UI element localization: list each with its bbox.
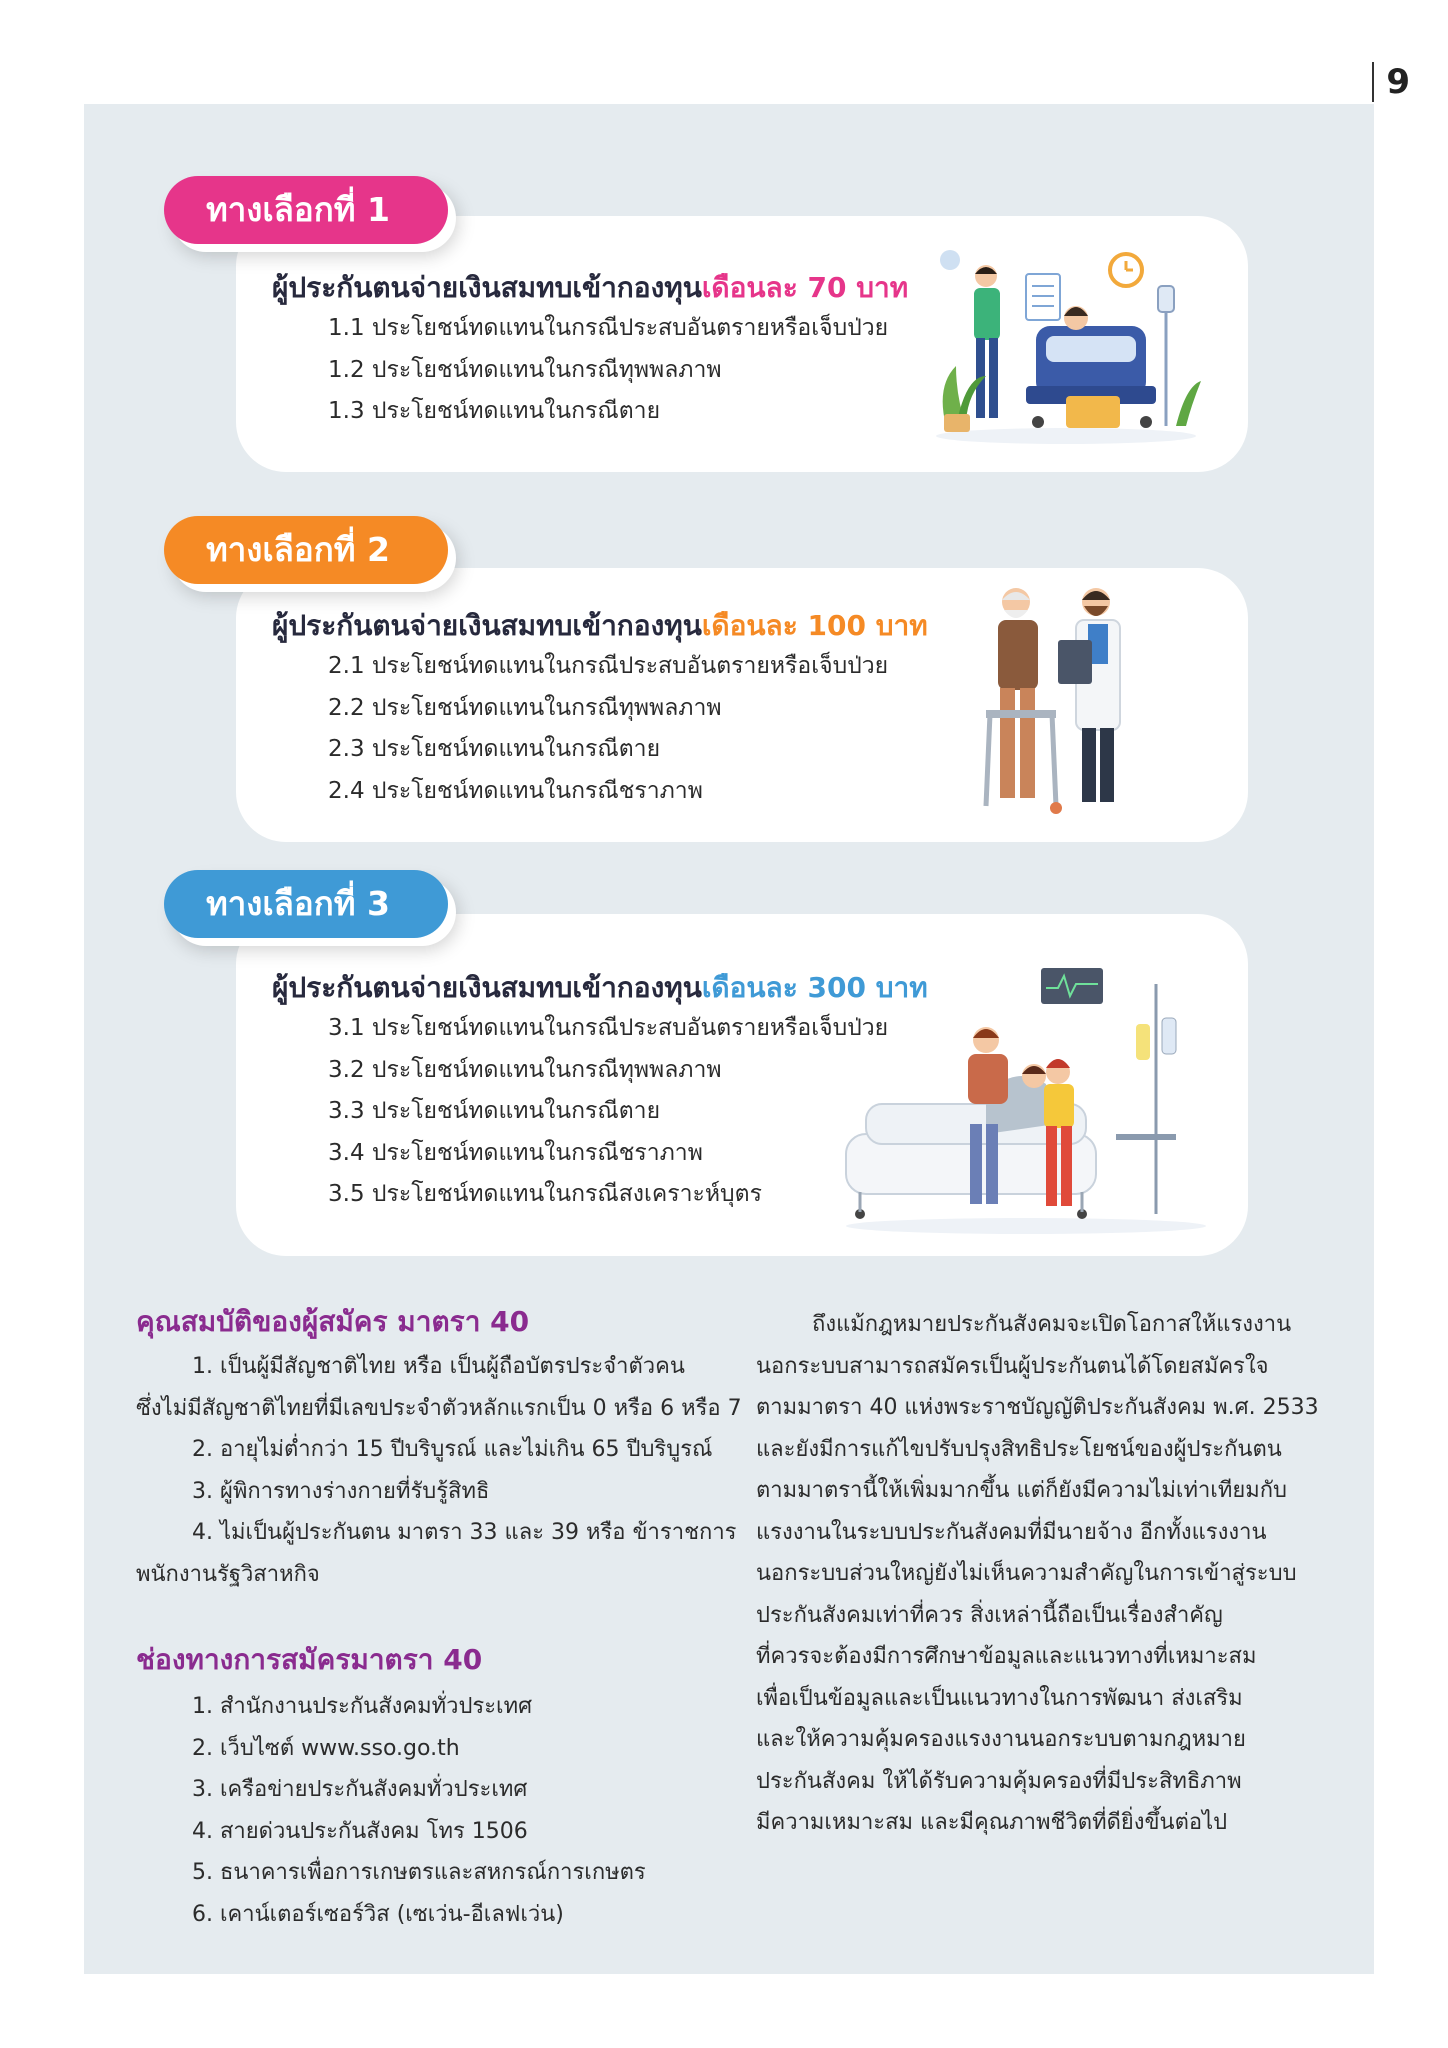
channel-line: 1. สำนักงานประกันสังคมทั่วประเทศ: [192, 1694, 533, 1719]
option-1-benefits: [328, 308, 888, 433]
elderly-and-doctor-illustration: [976, 580, 1156, 816]
qualification-line: 3. ผู้พิการทางร่างกายที่รับรู้สิทธิ: [192, 1478, 490, 1504]
benefit-item: 2.2 ประโยชน์ทดแทนในกรณีทุพพลภาพ: [328, 694, 722, 721]
option-3-title-prefix: ผู้ประกันตนจ่ายเงินสมทบเข้ากองทุน: [272, 971, 702, 1004]
paragraph-line: ตามมาตรานี้ให้เพิ่มมากขึ้น แต่ก็ยังมีความไม่เท่าเทียมกับ: [756, 1478, 1287, 1503]
channel-line: 3. เครือข่ายประกันสังคมทั่วประเทศ: [192, 1777, 528, 1802]
option-3-title: [272, 966, 928, 1010]
page-number: 9: [1372, 62, 1410, 102]
benefit-item: 3.1 ประโยชน์ทดแทนในกรณีประสบอันตรายหรือเจ็บป่วย: [328, 1015, 889, 1041]
qualification-line: 1. เป็นผู้มีสัญชาติไทย หรือ เป็นผู้ถือบัตรประจำตัวคน: [192, 1354, 685, 1379]
option-1-title-prefix: ผู้ประกันตนจ่ายเงินสมทบเข้ากองทุน: [272, 271, 702, 304]
option-1-tab: ทางเลือกที่ 1: [164, 176, 448, 244]
benefit-item: 3.3 ประโยชน์ทดแทนในกรณีตาย: [328, 1098, 661, 1124]
channels-heading: ช่องทางการสมัครมาตรา 40: [136, 1643, 483, 1676]
channels-list: [136, 1686, 726, 1935]
paragraph-line: มีความเหมาะสม และมีคุณภาพชีวิตที่ดียิ่งขึ้นต่อไป: [756, 1810, 1228, 1835]
qualification-line: 4. ไม่เป็นผู้ประกันตน มาตรา 33 และ 39 หรือ ข้าราชการ: [192, 1520, 737, 1545]
option-2-card: [236, 568, 1248, 842]
paragraph-line: ประกันสังคมเท่าที่ควร สิ่งเหล่านี้ถือเป็นเรื่องสำคัญ: [756, 1602, 1223, 1628]
benefit-item: 1.1 ประโยชน์ทดแทนในกรณีประสบอันตรายหรือเจ็บป่วย: [328, 315, 889, 341]
paragraph-line: และยังมีการแก้ไขปรับปรุงสิทธิประโยชน์ของผู้ประกันตน: [756, 1436, 1282, 1462]
benefit-item: 1.2 ประโยชน์ทดแทนในกรณีทุพพลภาพ: [328, 356, 722, 383]
option-1-title: [272, 266, 908, 310]
option-2-rate: เดือนละ 100 บาท: [701, 609, 928, 642]
paragraph-line: แรงงานในระบบประกันสังคมที่มีนายจ้าง อีกทั้งแรงงาน: [756, 1519, 1267, 1545]
benefit-item: 2.3 ประโยชน์ทดแทนในกรณีตาย: [328, 736, 661, 762]
paragraph-line: นอกระบบสามารถสมัครเป็นผู้ประกันตนได้โดยสมัครใจ: [756, 1353, 1269, 1379]
option-3-rate: เดือนละ 300 บาท: [701, 971, 928, 1004]
option-3-tab: ทางเลือกที่ 3: [164, 870, 448, 938]
channel-line: 2. เว็บไซต์ www.sso.go.th: [192, 1735, 460, 1761]
paragraph-line: ถึงแม้กฎหมายประกันสังคมจะเปิดโอกาสให้แรงงาน: [812, 1312, 1292, 1337]
option-2-benefits: [328, 646, 888, 812]
benefit-item: 2.1 ประโยชน์ทดแทนในกรณีประสบอันตรายหรือเจ็บป่วย: [328, 653, 889, 679]
benefit-item: 3.5 ประโยชน์ทดแทนในกรณีสงเคราะห์บุตร: [328, 1181, 762, 1207]
paragraph-line: และให้ความคุ้มครองแรงงานนอกระบบตามกฎหมาย: [756, 1727, 1246, 1752]
benefit-item: 3.4 ประโยชน์ทดแทนในกรณีชราภาพ: [328, 1139, 703, 1166]
qualifications-heading: คุณสมบัติของผู้สมัคร มาตรา 40: [136, 1305, 530, 1338]
option-2-tab: ทางเลือกที่ 2: [164, 516, 448, 584]
paragraph-line: ตามมาตรา 40 แห่งพระราชบัญญัติประกันสังคม พ.ศ. 2533: [756, 1395, 1319, 1420]
paragraph-line: ที่ควรจะต้องมีการศึกษาข้อมูลและแนวทางที่เหมาะสม: [756, 1644, 1257, 1669]
paragraph-line: ประกันสังคม ให้ได้รับความคุ้มครองที่มีประสิทธิภาพ: [756, 1768, 1242, 1794]
benefit-item: 2.4 ประโยชน์ทดแทนในกรณีชราภาพ: [328, 777, 703, 804]
channel-line: 6. เคาน์เตอร์เซอร์วิส (เซเว่น-อีเลฟเว่น): [192, 1901, 564, 1927]
option-1-card: [236, 216, 1248, 472]
paragraph-line: นอกระบบส่วนใหญ่ยังไม่เห็นความสำคัญในการเข้าสู่ระบบ: [756, 1561, 1297, 1586]
option-3-benefits: [328, 1008, 888, 1216]
benefit-item: 3.2 ประโยชน์ทดแทนในกรณีทุพพลภาพ: [328, 1056, 722, 1083]
qualification-line: ซึ่งไม่มีสัญชาติไทยที่มีเลขประจำตัวหลักแรกเป็น 0 หรือ 6 หรือ 7: [136, 1395, 742, 1421]
intro-paragraph: [756, 1304, 1322, 1844]
option-2-title: [272, 604, 928, 648]
qualification-line: 2. อายุไม่ต่ำกว่า 15 ปีบริบูรณ์ และไม่เกิน 65 ปีบริบูรณ์: [192, 1437, 713, 1462]
option-1-rate: เดือนละ 70 บาท: [701, 271, 909, 304]
option-2-title-prefix: ผู้ประกันตนจ่ายเงินสมทบเข้ากองทุน: [272, 609, 702, 642]
qualifications-list: [136, 1346, 742, 1595]
hospital-bed-illustration: [926, 246, 1206, 446]
option-3-card: [236, 914, 1248, 1256]
channel-line: 4. สายด่วนประกันสังคม โทร 1506: [192, 1818, 528, 1844]
channel-line: 5. ธนาคารเพื่อการเกษตรและสหกรณ์การเกษตร: [192, 1860, 646, 1885]
paragraph-line: เพื่อเป็นข้อมูลและเป็นแนวทางในการพัฒนา ส่งเสริม: [756, 1685, 1243, 1711]
benefit-item: 1.3 ประโยชน์ทดแทนในกรณีตาย: [328, 398, 661, 424]
qualification-line: พนักงานรัฐวิสาหกิจ: [136, 1561, 320, 1587]
family-hospital-bed-illustration: [836, 964, 1226, 1238]
